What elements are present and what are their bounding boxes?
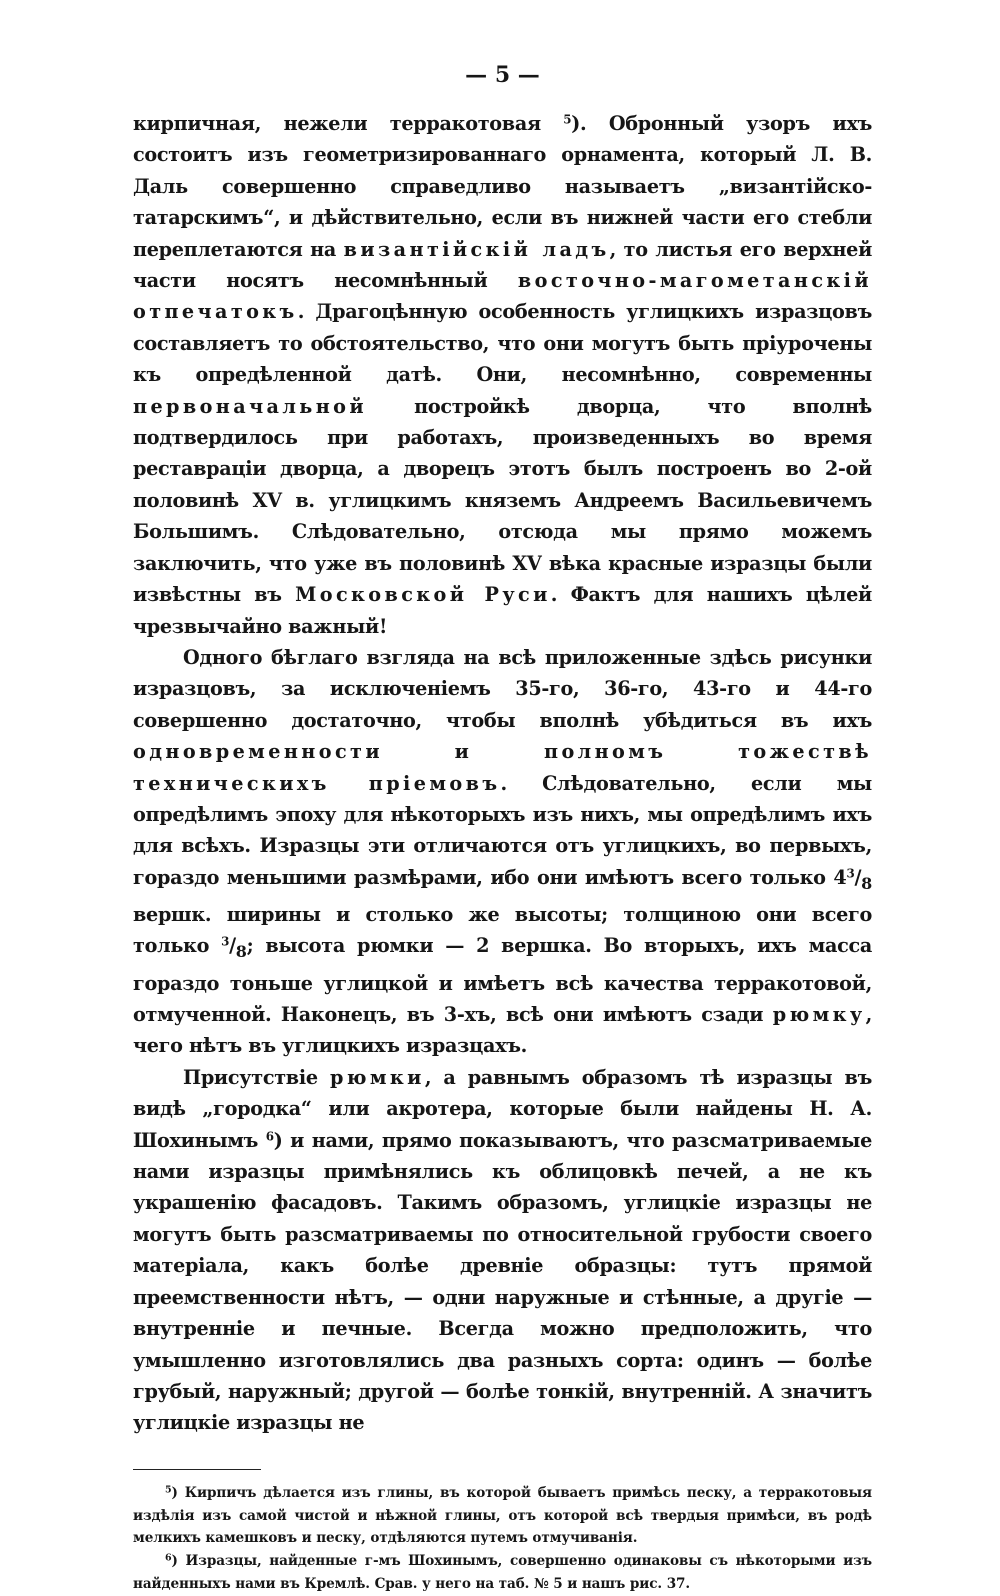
fraction-slash-2: / xyxy=(229,934,236,958)
p2-text-11: ; высота рюмки — 2 вершка. Во вторыхъ, ихъ масса гораздо тоньше углицкой и имѣетъ всѣ качества терракотовой, отмученной. Наконецъ, въ 3-хъ, всѣ они имѣютъ сзади xyxy=(133,934,872,1027)
footnotes xyxy=(133,1482,872,1596)
p2-text-07: вершк. ширины и столько же высоты; толщиною они всего только xyxy=(133,902,872,958)
p1-text-05: , то листья его верхней части носятъ несомнѣнный xyxy=(133,237,873,293)
p1-text-09: постройкѣ дворца, что вполнѣ подтвердилось при работахъ, произведенныхъ во время реставраціи дворца, а дворецъ этотъ былъ построенъ во 2-ой половинѣ XV в. углицкимъ княземъ Андреемъ Васильевичемъ Большимъ. Слѣдовательно, отсюда мы прямо можемъ заключить, что уже въ половинѣ XV вѣка красные изразцы были извѣстны въ xyxy=(133,394,872,607)
p3-text-01: Присутствіе xyxy=(183,1065,330,1089)
p1-text-11: . Фактъ для нашихъ цѣлей чрезвычайно важный! xyxy=(133,583,872,638)
p1-spaced-byzantine: византійскій ладъ xyxy=(343,237,610,261)
p3-text-05: ) и нами, прямо показываютъ, что разсматриваемые нами изразцы примѣнялись къ облицовкѣ печей, а не къ украшенію фасадовъ. Такимъ образомъ, углицкіе изразцы не могутъ быть разсматриваемы по относительной грубости своего матеріала, какъ болѣе древніе образцы: тутъ прямой преемственности нѣтъ, — одни наружные и стѣнные, а другіе — внутренніе и печные. Всегда можно предположить, что умышленно изготовлялись два разныхъ сорта: одинъ — болѣе грубый, наружный; другой — болѣе тонкій, внутренній. А значитъ углицкіе изразцы не xyxy=(133,1128,872,1435)
footnote-5-mark: 5 xyxy=(165,1484,172,1496)
footnote-5-text: ) Кирпичъ дѣлается изъ глины, въ которой бываетъ примѣсь песку, а терракотовыя издѣлія изъ самой чистой и нѣжной глины, отъ которой всѣ твердыя примѣси, въ родѣ мелкихъ камешковъ и песку, отдѣляются путемъ отмучиванія. xyxy=(133,1484,872,1547)
footnote-6-mark: 6 xyxy=(165,1552,172,1564)
p1-spaced-muscovy: Московской Руси xyxy=(295,583,551,607)
p1-text-01: кирпичная, нежели терракотовая xyxy=(133,112,564,135)
paragraph-1 xyxy=(133,108,872,642)
footnote-6 xyxy=(133,1550,872,1596)
p1-spaced-oriental: восточно-магометанскій отпечатокъ xyxy=(133,269,872,324)
p1-text-07: . Драгоцѣнную особенность углицкихъ изразцовъ составляетъ то обстоятельство, что они могутъ быть пріурочены къ опредѣленной датѣ. Они, несомнѣнно, современны xyxy=(133,300,872,387)
book-page xyxy=(133,58,872,1596)
footnote-5 xyxy=(133,1482,872,1550)
page-number: — 5 — xyxy=(465,62,540,88)
footnote-ref-5: 5 xyxy=(563,112,572,127)
fraction-denominator-2: 8 xyxy=(235,942,247,962)
p1-spaced-original: первоначальной xyxy=(133,394,367,418)
footnote-6-text: ) Изразцы, найденные г-мъ Шохинымъ, совершенно одинаковы съ нѣкоторыми изъ найденныхъ нами въ Кремлѣ. Срав. у него на таб. № 5 и нашъ рис. 37. xyxy=(133,1553,872,1592)
footnote-rule xyxy=(133,1469,261,1470)
main-text xyxy=(133,108,872,1439)
p3-text-03: , а равнымъ образомъ тѣ изразцы въ видѣ „городка“ или акротера, которые были найдены Н. А. Шохинымъ xyxy=(133,1065,872,1152)
p3-spaced-ryumki: рюмки xyxy=(329,1065,425,1089)
p2-spaced-simultaneity: одновременности и полномъ тожествѣ техническихъ пріемовъ xyxy=(133,740,872,795)
fraction-numerator-2: 3 xyxy=(221,934,230,949)
paragraph-3 xyxy=(133,1062,872,1439)
p1-text-03: ). Обронный узоръ ихъ состоитъ изъ геометризированнаго орнамента, который Л. В. Даль совершенно справедливо называетъ „византійско-татарскимъ“, и дѣйствительно, если въ нижней части его стебли переплетаются на xyxy=(133,112,872,261)
fraction-numerator: 3 xyxy=(846,866,855,881)
p2-text-13: , чего нѣтъ въ углицкихъ изразцахъ. xyxy=(133,1003,872,1058)
p2-text-01: Одного бѣглаго взгляда на всѣ приложенные здѣсь рисунки изразцовъ, за исключеніемъ 35-го, 36-го, 43-го и 44-го совершенно достаточно, чтобы вполнѣ убѣдиться въ ихъ xyxy=(133,645,872,732)
paragraph-2 xyxy=(133,642,872,1062)
fraction-slash: / xyxy=(854,865,862,889)
fraction-denominator: 8 xyxy=(861,873,872,893)
footnote-ref-6: 6 xyxy=(265,1129,274,1144)
p2-text-03: . Слѣдовательно, если мы опредѣлимъ эпоху для нѣкоторыхъ изъ нихъ, мы опредѣлимъ ихъ для всѣхъ. Изразцы эти отличаются отъ углицкихъ, во первыхъ, гораздо меньшими размѣрами, ибо они имѣютъ всего только 4 xyxy=(133,771,872,889)
p2-spaced-ryumka: рюмку xyxy=(772,1003,866,1027)
